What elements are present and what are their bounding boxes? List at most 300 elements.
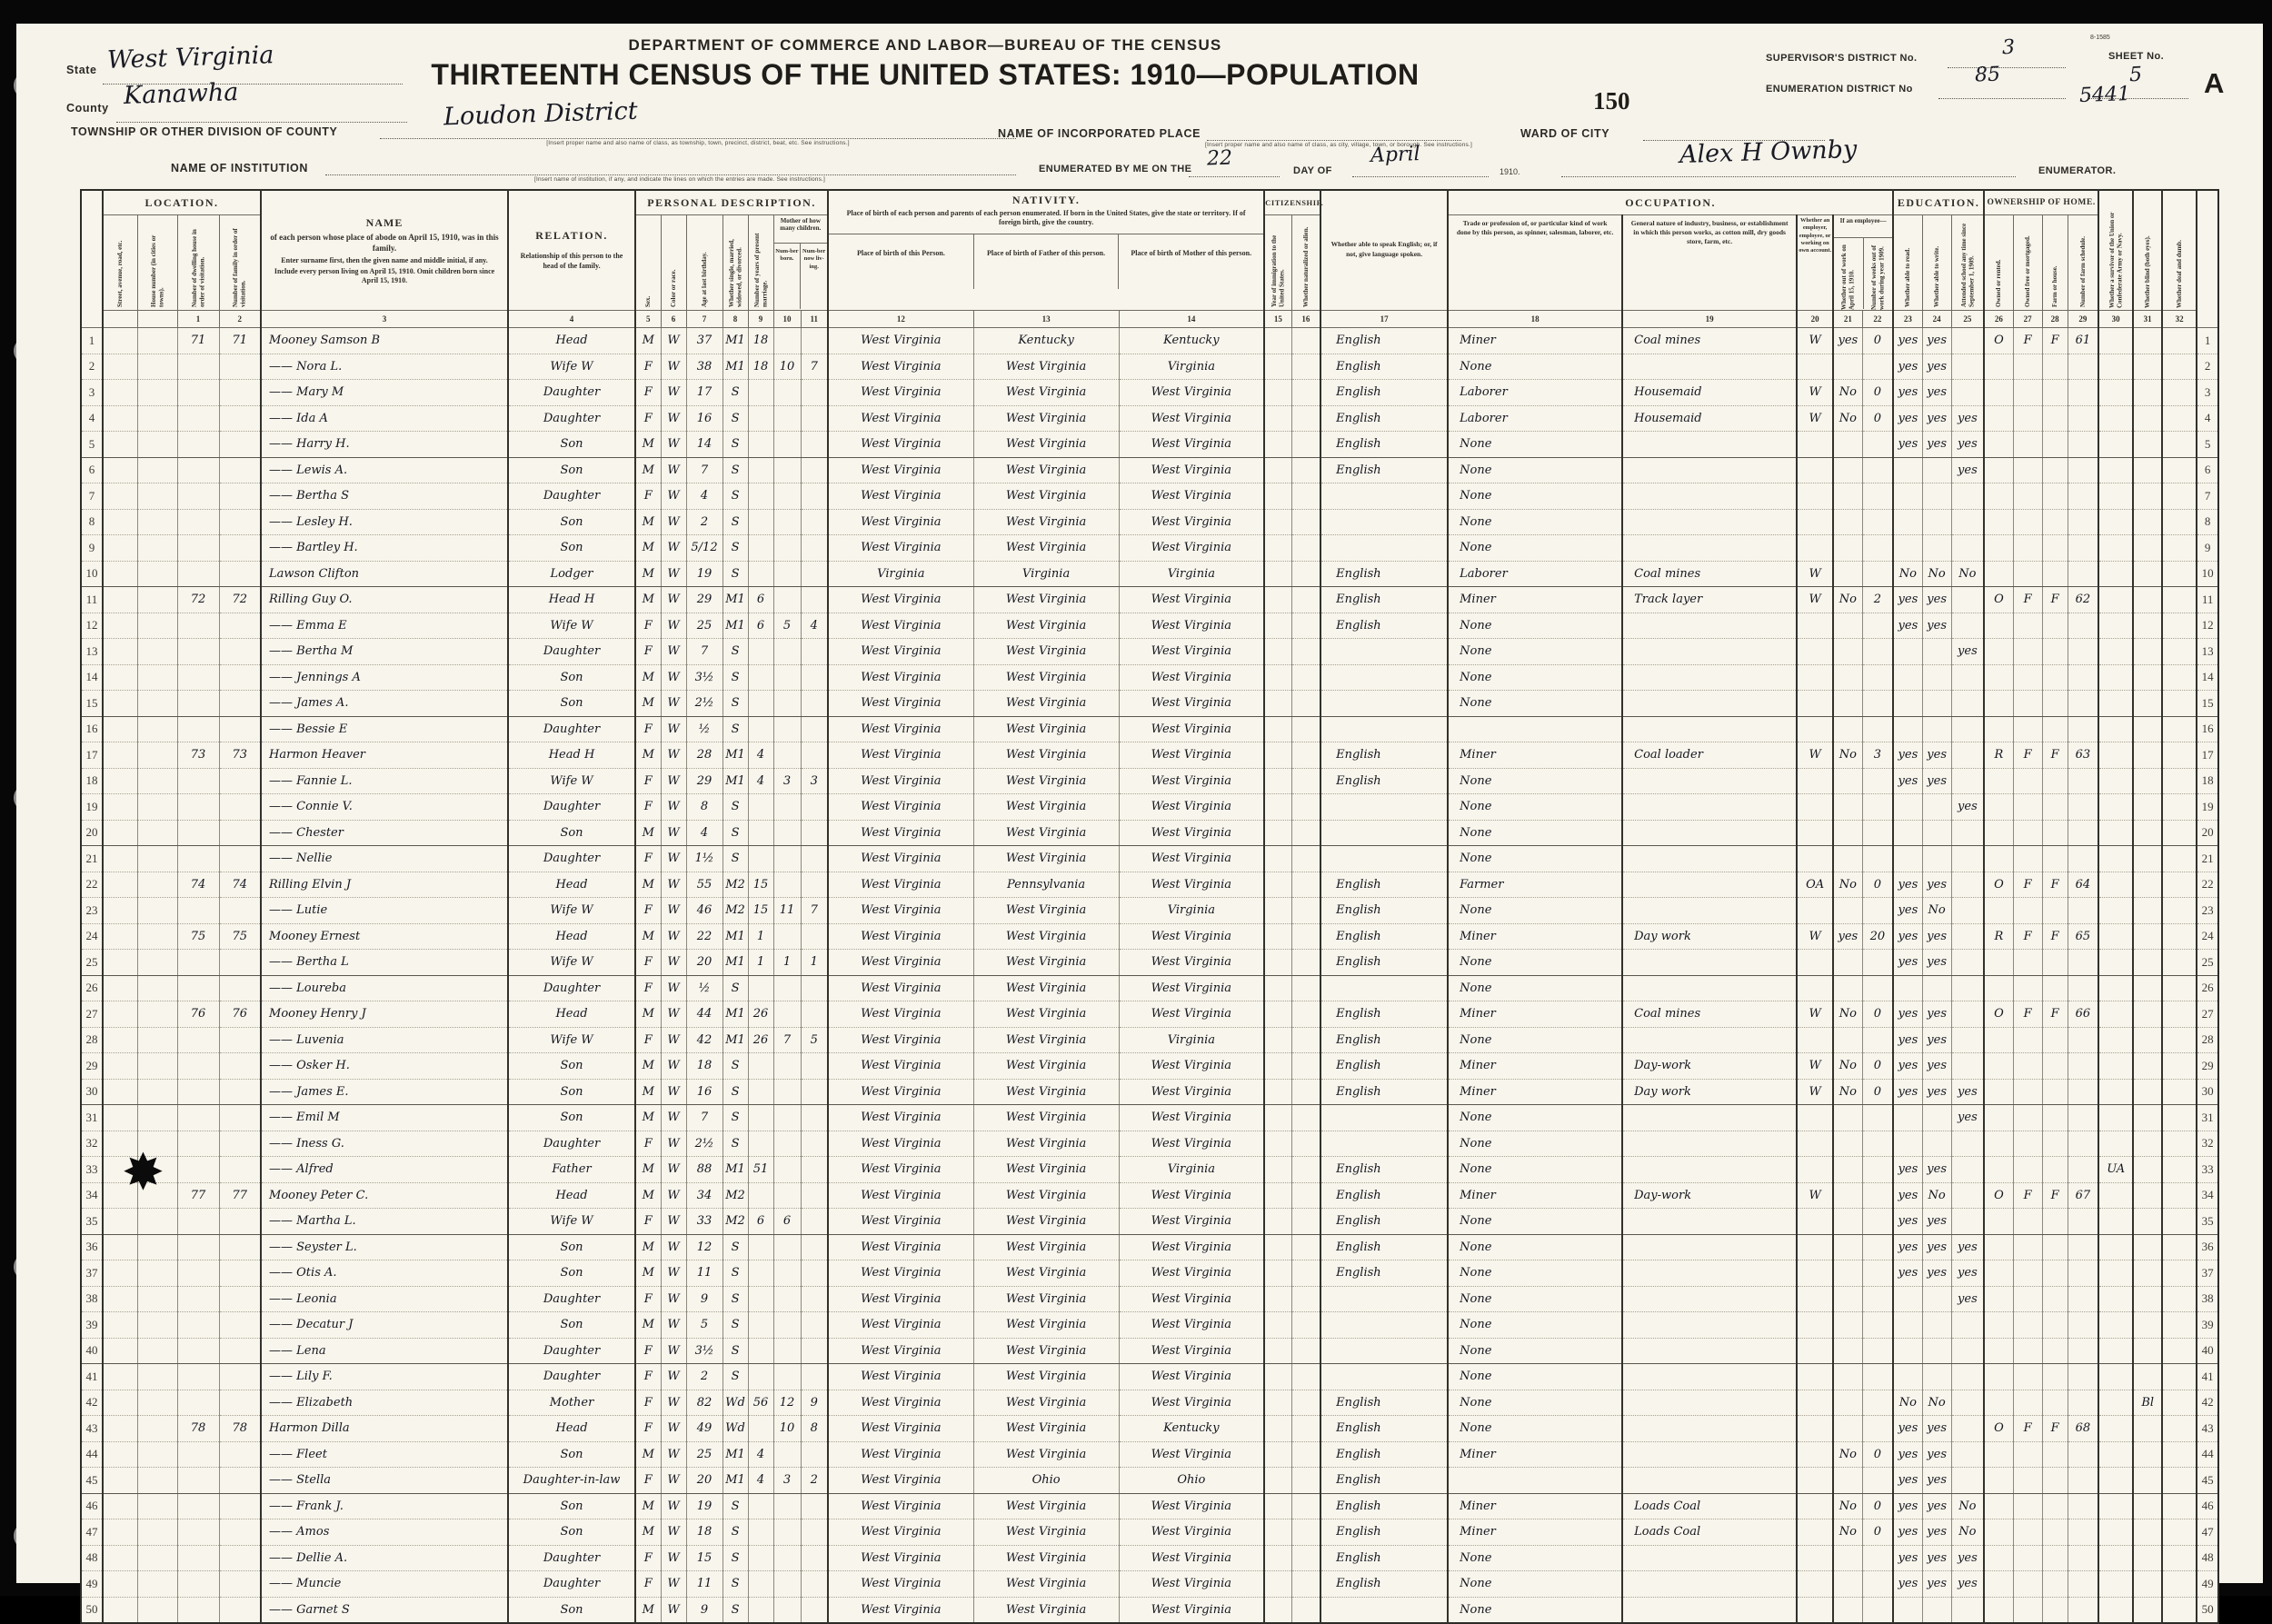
cell <box>2133 1312 2162 1339</box>
cell: West Virginia <box>828 742 973 769</box>
cell: West Virginia <box>973 950 1119 976</box>
cell-street <box>103 354 137 380</box>
table-row <box>81 1027 2218 1053</box>
cell <box>2042 639 2068 665</box>
cell: West Virginia <box>973 1001 1119 1028</box>
cell: M1 <box>722 1157 748 1183</box>
cell-street <box>103 820 137 846</box>
cell: Daughter <box>508 975 635 1001</box>
cell: M2 <box>722 1182 748 1209</box>
cell <box>219 457 261 483</box>
cell-house-number <box>137 1441 177 1468</box>
english-head-text: Whether able to speak English; or, if not, give language spoken. <box>1330 240 1438 258</box>
cell: 6 <box>748 1209 773 1235</box>
cell <box>801 691 828 717</box>
cell: —— Stella <box>261 1468 508 1494</box>
cell <box>2068 1545 2098 1571</box>
cell <box>2133 509 2162 535</box>
cell <box>2098 587 2133 613</box>
cell: West Virginia <box>973 742 1119 769</box>
cell <box>2098 1260 2133 1287</box>
cell <box>748 432 773 458</box>
cell: West Virginia <box>828 1338 973 1364</box>
line-number-left: 45 <box>81 1468 103 1494</box>
cell <box>219 1597 261 1623</box>
cell <box>1797 768 1833 794</box>
cell: W <box>661 691 686 717</box>
cell: F <box>635 1338 661 1364</box>
cell <box>773 1234 801 1260</box>
cell <box>177 1131 219 1157</box>
naturalized-column-header <box>1291 215 1320 311</box>
cell-house-number <box>137 742 177 769</box>
cell: Coal mines <box>1622 561 1797 587</box>
cell: W <box>661 1519 686 1546</box>
blind-head-text: Whether blind (both eyes). <box>2143 234 2151 308</box>
cell: F <box>2013 1416 2042 1442</box>
cell <box>1291 1234 1320 1260</box>
cell <box>1291 1131 1320 1157</box>
cell <box>2162 1441 2197 1468</box>
cell <box>2098 613 2133 639</box>
cell <box>2133 1053 2162 1080</box>
cell: 3 <box>1862 742 1893 769</box>
cell <box>1264 1519 1291 1546</box>
enumerated-day: 22 <box>1206 146 1233 171</box>
line-number-right: 33 <box>2197 1157 2218 1183</box>
cell <box>2162 1571 2197 1598</box>
cell: F <box>2013 587 2042 613</box>
cell <box>1291 1545 1320 1571</box>
owned-rented-column-header <box>1984 215 2013 311</box>
cell <box>773 380 801 406</box>
cell: F <box>635 1545 661 1571</box>
weeks-out-header <box>1863 238 1893 309</box>
cell <box>1291 1597 1320 1623</box>
line-number-right: 27 <box>2197 1001 2218 1028</box>
cell-house-number <box>137 1364 177 1390</box>
cell <box>1320 535 1448 562</box>
cell <box>801 1001 828 1028</box>
cell: West Virginia <box>1119 1260 1264 1287</box>
cell: W <box>1797 561 1833 587</box>
cell: West Virginia <box>1119 1001 1264 1028</box>
cell <box>2042 1338 2068 1364</box>
cell: yes <box>1922 1079 1951 1105</box>
cell <box>801 509 828 535</box>
cell <box>748 794 773 821</box>
cell: 64 <box>2068 872 2098 898</box>
cell <box>2133 1286 2162 1312</box>
cell <box>1833 1545 1862 1571</box>
cell <box>1984 1260 2013 1287</box>
line-number-left: 7 <box>81 483 103 510</box>
table-row <box>81 587 2218 613</box>
cell <box>773 1260 801 1287</box>
cell: West Virginia <box>973 509 1119 535</box>
cell <box>1264 872 1291 898</box>
cell <box>1320 794 1448 821</box>
cell: S <box>722 1079 748 1105</box>
cell <box>2098 483 2133 510</box>
cell: yes <box>1893 354 1922 380</box>
cell: Daughter <box>508 405 635 432</box>
cell: yes <box>1922 1027 1951 1053</box>
line-number-left: 20 <box>81 820 103 846</box>
cell-street <box>103 1312 137 1339</box>
cell: Harmon Dilla <box>261 1416 508 1442</box>
cell <box>2042 716 2068 742</box>
cell: West Virginia <box>828 872 973 898</box>
cell <box>1264 1260 1291 1287</box>
cell <box>1622 794 1797 821</box>
line-number-left: 3 <box>81 380 103 406</box>
line-number-right: 11 <box>2197 587 2218 613</box>
cell <box>2133 1131 2162 1157</box>
cell: 18 <box>748 328 773 354</box>
cell: No <box>1833 1519 1862 1546</box>
cell <box>177 1364 219 1390</box>
cell: Son <box>508 1105 635 1131</box>
cell: Miner <box>1448 923 1622 950</box>
table-row <box>81 457 2218 483</box>
cell <box>1797 1234 1833 1260</box>
cell <box>1862 1416 1893 1442</box>
cell <box>1264 1468 1291 1494</box>
cell <box>177 509 219 535</box>
cell <box>1622 432 1797 458</box>
cell <box>2133 561 2162 587</box>
cell-house-number <box>137 457 177 483</box>
cell: yes <box>1951 405 1984 432</box>
cell-street <box>103 1597 137 1623</box>
age-head-text: Age at last birthday. <box>700 252 708 307</box>
cell <box>2162 950 2197 976</box>
cell-house-number <box>137 1416 177 1442</box>
cell: W <box>661 923 686 950</box>
cell: S <box>722 664 748 691</box>
cell: —— Jennings A <box>261 664 508 691</box>
cell-street <box>103 509 137 535</box>
cell <box>1922 1338 1951 1364</box>
cell <box>177 1079 219 1105</box>
line-number-right: 20 <box>2197 820 2218 846</box>
cell: Son <box>508 1441 635 1468</box>
cell: West Virginia <box>828 1286 973 1312</box>
cell <box>1893 535 1922 562</box>
cell-house-number <box>137 950 177 976</box>
cell <box>2042 354 2068 380</box>
cell: English <box>1320 561 1448 587</box>
cell: English <box>1320 1468 1448 1494</box>
cell: No <box>1833 742 1862 769</box>
cell: Daughter <box>508 846 635 872</box>
cell: M <box>635 742 661 769</box>
cell <box>2042 535 2068 562</box>
cell: —— Emma E <box>261 613 508 639</box>
line-number-left: 23 <box>81 898 103 924</box>
cell <box>1622 1312 1797 1339</box>
line-number-right: 44 <box>2197 1441 2218 1468</box>
cell <box>773 1131 801 1157</box>
cell <box>1862 691 1893 717</box>
cell: English <box>1320 872 1448 898</box>
cell <box>2068 1441 2098 1468</box>
cell <box>2162 457 2197 483</box>
cell <box>1264 1338 1291 1364</box>
cell <box>2162 1468 2197 1494</box>
cell <box>1922 664 1951 691</box>
cell <box>2042 1157 2068 1183</box>
cell <box>773 639 801 665</box>
cell <box>1622 1441 1797 1468</box>
cell: English <box>1320 950 1448 976</box>
line-number-right: 10 <box>2197 561 2218 587</box>
cell: West Virginia <box>828 846 973 872</box>
cell <box>773 742 801 769</box>
cell <box>2068 846 2098 872</box>
cell: None <box>1448 1027 1622 1053</box>
cell: 3 <box>801 768 828 794</box>
cell <box>219 846 261 872</box>
cell: None <box>1448 535 1622 562</box>
cell <box>219 1545 261 1571</box>
cell <box>2162 432 2197 458</box>
cell <box>1291 820 1320 846</box>
cell <box>2013 432 2042 458</box>
cell: West Virginia <box>1119 1079 1264 1105</box>
cell: —— Lena <box>261 1338 508 1364</box>
cell <box>1622 691 1797 717</box>
cell: West Virginia <box>973 1182 1119 1209</box>
cell: F <box>2013 1182 2042 1209</box>
cell <box>2042 950 2068 976</box>
cell: yes <box>1893 1182 1922 1209</box>
cell: Coal loader <box>1622 742 1797 769</box>
cell <box>1291 1312 1320 1339</box>
cell <box>1833 975 1862 1001</box>
cell: F <box>635 1571 661 1598</box>
cell <box>219 1519 261 1546</box>
cell: W <box>661 898 686 924</box>
cell: English <box>1320 768 1448 794</box>
cell <box>2162 1597 2197 1623</box>
cell: West Virginia <box>1119 509 1264 535</box>
cell <box>748 691 773 717</box>
cell: West Virginia <box>1119 1286 1264 1312</box>
cell <box>1862 1545 1893 1571</box>
cell: —— Lily F. <box>261 1364 508 1390</box>
line-number-left: 44 <box>81 1441 103 1468</box>
cell <box>1833 1364 1862 1390</box>
cell <box>2013 1286 2042 1312</box>
cell <box>2013 535 2042 562</box>
cell <box>773 664 801 691</box>
cell: W <box>661 716 686 742</box>
children-born-header: Num-ber born. <box>775 248 799 263</box>
cell <box>1862 1131 1893 1157</box>
cell <box>2162 1027 2197 1053</box>
cell: 55 <box>686 872 722 898</box>
cell <box>219 613 261 639</box>
cell-street <box>103 716 137 742</box>
cell: M1 <box>722 1441 748 1468</box>
cell: W <box>661 1338 686 1364</box>
cell <box>1320 1131 1448 1157</box>
cell <box>2098 1597 2133 1623</box>
cell-street <box>103 535 137 562</box>
line-number-left: 19 <box>81 794 103 821</box>
cell: No <box>1833 405 1862 432</box>
cell <box>2098 1234 2133 1260</box>
cell: —— Mary M <box>261 380 508 406</box>
cell: 9 <box>686 1286 722 1312</box>
cell: yes <box>1922 1519 1951 1546</box>
cell <box>1264 664 1291 691</box>
cell: yes <box>1922 587 1951 613</box>
cell: yes <box>1951 1545 1984 1571</box>
cell: West Virginia <box>1119 1364 1264 1390</box>
cell: None <box>1448 794 1622 821</box>
cell: West Virginia <box>973 1597 1119 1623</box>
cell-street <box>103 1027 137 1053</box>
cell <box>177 1597 219 1623</box>
line-number-right: 18 <box>2197 768 2218 794</box>
sheet-label: SHEET No. <box>2108 51 2165 62</box>
relation-column-header <box>508 190 635 311</box>
cell <box>748 1519 773 1546</box>
cell <box>2013 975 2042 1001</box>
cell <box>177 1105 219 1131</box>
cell <box>2042 794 2068 821</box>
cell: W <box>661 561 686 587</box>
cell: No <box>1833 1053 1862 1080</box>
cell <box>2098 1209 2133 1235</box>
cell <box>2042 691 2068 717</box>
cell <box>1984 380 2013 406</box>
cell <box>2098 1079 2133 1105</box>
cell <box>801 742 828 769</box>
cell: F <box>2042 587 2068 613</box>
cell: 0 <box>1862 1053 1893 1080</box>
cell <box>1622 1260 1797 1287</box>
cell <box>1291 457 1320 483</box>
line-number-right: 39 <box>2197 1312 2218 1339</box>
cell <box>1264 354 1291 380</box>
cell <box>748 509 773 535</box>
line-number-right: 28 <box>2197 1027 2218 1053</box>
cell: Virginia <box>1119 354 1264 380</box>
cell: West Virginia <box>973 432 1119 458</box>
cell <box>2013 483 2042 510</box>
column-number <box>137 311 177 328</box>
cell <box>1922 1597 1951 1623</box>
cell <box>2162 509 2197 535</box>
cell: W <box>661 742 686 769</box>
line-number-right: 48 <box>2197 1545 2218 1571</box>
cell: West Virginia <box>973 380 1119 406</box>
cell <box>1622 483 1797 510</box>
cell <box>748 1286 773 1312</box>
cell-street <box>103 950 137 976</box>
line-number-left: 9 <box>81 535 103 562</box>
line-number-right: 19 <box>2197 794 2218 821</box>
cell <box>801 405 828 432</box>
cell <box>1984 1312 2013 1339</box>
cell: M1 <box>722 1001 748 1028</box>
cell <box>2098 509 2133 535</box>
cell-house-number <box>137 432 177 458</box>
cell <box>1291 1519 1320 1546</box>
cell: M <box>635 1493 661 1519</box>
cell: M <box>635 820 661 846</box>
enumerator-label: ENUMERATOR. <box>2038 165 2117 176</box>
line-number-left: 15 <box>81 691 103 717</box>
cell: O <box>1984 587 2013 613</box>
cell: Son <box>508 820 635 846</box>
cell <box>1862 1597 1893 1623</box>
cell: West Virginia <box>973 975 1119 1001</box>
cell <box>1833 1182 1862 1209</box>
cell <box>2162 846 2197 872</box>
cell <box>1291 1493 1320 1519</box>
line-number-right: 34 <box>2197 1182 2218 1209</box>
cell-street <box>103 483 137 510</box>
cell <box>1862 768 1893 794</box>
cell: W <box>661 509 686 535</box>
cell: None <box>1448 613 1622 639</box>
table-row <box>81 1390 2218 1416</box>
township-line <box>380 136 1016 139</box>
cell: West Virginia <box>973 613 1119 639</box>
cell <box>1984 794 2013 821</box>
cell <box>748 1234 773 1260</box>
cell <box>2098 1131 2133 1157</box>
cell <box>1797 613 1833 639</box>
line-number-left: 30 <box>81 1079 103 1105</box>
cell <box>219 794 261 821</box>
cell <box>2098 457 2133 483</box>
cell: M <box>635 535 661 562</box>
cell <box>1984 1338 2013 1364</box>
cell <box>1951 846 1984 872</box>
cell <box>2133 691 2162 717</box>
cell-street <box>103 923 137 950</box>
cell: Miner <box>1448 742 1622 769</box>
cell <box>1264 1286 1291 1312</box>
cell: 82 <box>686 1390 722 1416</box>
cell <box>2133 1182 2162 1209</box>
cell: Wife W <box>508 950 635 976</box>
household-star-mark: ✸ <box>122 1143 164 1201</box>
cell: M <box>635 1441 661 1468</box>
trade-column-header <box>1448 215 1622 311</box>
line-number-left: 43 <box>81 1416 103 1442</box>
cell <box>801 561 828 587</box>
cell <box>2013 639 2042 665</box>
blind-column-header <box>2133 190 2162 311</box>
cell: W <box>661 639 686 665</box>
cell <box>1291 509 1320 535</box>
cell: —— Bertha M <box>261 639 508 665</box>
cell: S <box>722 1260 748 1287</box>
cell <box>1951 1131 1984 1157</box>
cell <box>219 820 261 846</box>
cell <box>219 432 261 458</box>
cell <box>1862 975 1893 1001</box>
column-number: 7 <box>686 311 722 328</box>
cell: Son <box>508 664 635 691</box>
